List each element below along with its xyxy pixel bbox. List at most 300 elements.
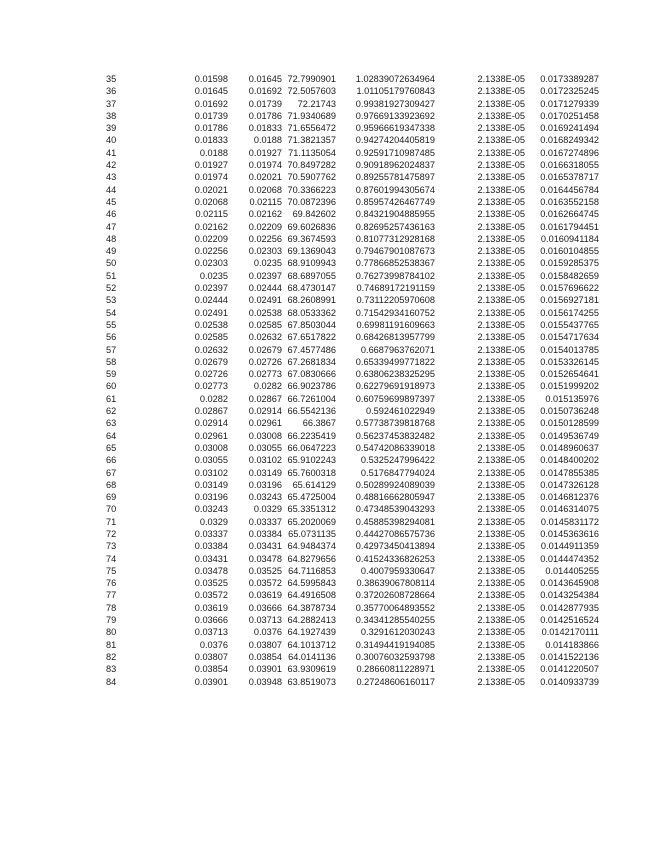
cell-value-a: 70.0872396	[287, 196, 336, 207]
cell-value-a: 69.6026836	[287, 221, 336, 232]
cell-x-end: 0.0329	[253, 504, 282, 515]
cell-x-end: 0.02162	[248, 209, 282, 220]
table-row	[106, 282, 599, 294]
cell-x-start: 0.01833	[194, 135, 228, 146]
cell-value-b: 0.90918962024837	[355, 160, 435, 171]
cell-value-d: 0.0154717634	[540, 332, 599, 343]
cell-value-d: 0.0171279339	[540, 98, 599, 109]
cell-value-b: 0.77866852538367	[355, 258, 435, 269]
cell-value-a: 71.3821357	[287, 135, 336, 146]
cell-value-a: 64.9484374	[287, 541, 336, 552]
cell-value-d: 0.0161794451	[540, 221, 599, 232]
cell-x-end: 0.0235	[253, 258, 282, 269]
cell-row-index: 73	[106, 541, 117, 552]
cell-value-c: 2.1338E-05	[477, 209, 525, 220]
cell-row-index: 58	[106, 356, 117, 367]
cell-value-d: 0.0172325245	[540, 86, 599, 97]
cell-value-b: 0.50289924089039	[355, 479, 435, 490]
cell-x-start: 0.03478	[194, 565, 228, 576]
table-row	[106, 110, 599, 122]
cell-row-index: 84	[106, 676, 117, 687]
cell-value-a: 71.9340689	[287, 110, 336, 121]
table-row	[106, 380, 599, 392]
cell-value-b: 0.56237453832482	[355, 430, 435, 441]
cell-x-start: 0.0188	[199, 147, 228, 158]
cell-row-index: 39	[106, 123, 117, 134]
cell-value-b: 0.60759699897397	[355, 393, 435, 404]
cell-value-d: 0.0143254384	[540, 590, 599, 601]
cell-row-index: 44	[106, 184, 117, 195]
cell-value-d: 0.0167274896	[540, 147, 599, 158]
cell-x-end: 0.02679	[248, 344, 282, 355]
cell-value-a: 69.3674593	[287, 233, 336, 244]
cell-value-c: 2.1338E-05	[477, 283, 525, 294]
table-row	[106, 257, 599, 269]
table-row	[106, 503, 599, 515]
table-row	[106, 73, 599, 85]
cell-value-d: 0.0173389287	[540, 74, 599, 84]
cell-value-b: 0.30076032593798	[355, 651, 435, 662]
cell-value-d: 0.0147855385	[540, 467, 599, 478]
cell-row-index: 82	[106, 651, 117, 662]
cell-value-d: 0.0159285375	[540, 258, 599, 269]
cell-value-a: 63.8519073	[287, 676, 336, 687]
cell-value-a: 64.1013712	[287, 639, 336, 650]
cell-value-b: 1.01105179760843	[356, 86, 435, 97]
cell-value-a: 64.5995843	[287, 578, 336, 589]
cell-value-a: 66.9023786	[287, 381, 336, 392]
cell-value-d: 0.0169241494	[540, 123, 599, 134]
cell-x-end: 0.02961	[248, 418, 282, 429]
cell-x-start: 0.03854	[194, 664, 228, 675]
cell-row-index: 46	[106, 209, 117, 220]
cell-x-start: 0.01598	[194, 74, 228, 84]
cell-x-start: 0.01645	[194, 86, 228, 97]
cell-value-a: 67.4577486	[287, 344, 336, 355]
cell-x-start: 0.03807	[194, 651, 228, 662]
table-row	[106, 393, 599, 405]
cell-row-index: 80	[106, 627, 117, 638]
cell-value-b: 0.54742086339018	[355, 442, 435, 453]
cell-value-d: 0.0156927181	[540, 295, 599, 306]
cell-value-d: 0.0158482659	[540, 270, 599, 281]
cell-value-b: 0.65339499771822	[355, 356, 435, 367]
cell-x-start: 0.03525	[194, 578, 228, 589]
cell-value-b: 0.3291612030243	[360, 627, 435, 638]
cell-value-c: 2.1338E-05	[477, 246, 525, 257]
cell-x-end: 0.03055	[248, 442, 282, 453]
cell-value-b: 0.81077312928168	[355, 233, 435, 244]
cell-value-d: 0.0142170111	[541, 627, 599, 638]
cell-x-end: 0.03337	[248, 516, 282, 527]
cell-value-a: 66.3867	[302, 418, 336, 429]
cell-value-c: 2.1338E-05	[477, 74, 525, 84]
cell-value-b: 0.48816662805947	[355, 492, 435, 503]
cell-value-b: 0.99381927309427	[355, 98, 435, 109]
table-row	[106, 184, 599, 196]
cell-value-c: 2.1338E-05	[477, 307, 525, 318]
cell-x-end: 0.01833	[248, 123, 282, 134]
cell-value-a: 68.9109943	[287, 258, 336, 269]
cell-value-d: 0.0141522136	[540, 651, 599, 662]
cell-value-c: 2.1338E-05	[477, 369, 525, 380]
cell-x-end: 0.03854	[248, 651, 282, 662]
cell-value-a: 72.21743	[297, 98, 336, 109]
cell-value-d: 0.0153326145	[540, 356, 599, 367]
cell-row-index: 75	[106, 565, 117, 576]
cell-value-b: 0.4007959330647	[360, 565, 435, 576]
table-row	[106, 491, 599, 503]
cell-value-c: 2.1338E-05	[477, 233, 525, 244]
cell-x-start: 0.03666	[194, 615, 228, 626]
table-row	[106, 319, 599, 331]
table-row	[106, 602, 599, 614]
cell-value-d: 0.0150736248	[540, 406, 599, 417]
table-row	[106, 122, 599, 134]
cell-value-d: 0.0145831172	[540, 516, 599, 527]
cell-value-c: 2.1338E-05	[477, 221, 525, 232]
cell-value-a: 70.3366223	[287, 184, 336, 195]
cell-row-index: 53	[106, 295, 117, 306]
cell-value-a: 66.7261004	[287, 393, 336, 404]
table-row	[106, 528, 599, 540]
table-row	[106, 405, 599, 417]
cell-x-end: 0.03102	[248, 455, 282, 466]
cell-row-index: 54	[106, 307, 117, 318]
cell-value-b: 0.63806238325295	[355, 369, 435, 380]
cell-value-c: 2.1338E-05	[477, 356, 525, 367]
cell-x-end: 0.02538	[248, 307, 282, 318]
cell-value-d: 0.0170251458	[540, 110, 599, 121]
cell-value-c: 2.1338E-05	[477, 196, 525, 207]
cell-value-b: 0.82695257436163	[355, 221, 435, 232]
table-row	[106, 368, 599, 380]
cell-value-d: 0.0144911359	[540, 541, 599, 552]
cell-value-d: 0.0157696622	[540, 283, 599, 294]
cell-value-d: 0.0155437765	[540, 319, 599, 330]
cell-value-a: 65.2020069	[287, 516, 336, 527]
cell-x-end: 0.03572	[248, 578, 282, 589]
cell-value-a: 64.3878734	[287, 602, 336, 613]
cell-x-start: 0.02679	[194, 356, 228, 367]
cell-row-index: 51	[106, 270, 117, 281]
cell-x-end: 0.02444	[248, 283, 282, 294]
cell-value-c: 2.1338E-05	[477, 590, 525, 601]
cell-value-d: 0.0148960637	[540, 442, 599, 453]
table-row	[106, 307, 599, 319]
cell-value-c: 2.1338E-05	[477, 270, 525, 281]
cell-x-start: 0.02961	[194, 430, 228, 441]
cell-value-d: 0.015135976	[545, 393, 599, 404]
table-row	[106, 577, 599, 589]
cell-x-start: 0.03713	[194, 627, 228, 638]
cell-x-end: 0.02585	[248, 319, 282, 330]
cell-value-d: 0.0152654641	[540, 369, 599, 380]
cell-x-start: 0.0376	[199, 639, 228, 650]
cell-value-d: 0.0148400202	[540, 455, 599, 466]
cell-value-b: 0.35770064893552	[355, 602, 435, 613]
cell-value-a: 65.7600318	[287, 467, 336, 478]
cell-value-c: 2.1338E-05	[477, 110, 525, 121]
table-row	[106, 147, 599, 159]
table-row	[106, 208, 599, 220]
cell-x-end: 0.02773	[248, 369, 282, 380]
cell-value-a: 71.1135054	[288, 147, 336, 158]
cell-row-index: 57	[106, 344, 117, 355]
cell-value-a: 66.0647223	[287, 442, 336, 453]
cell-value-d: 0.0143645908	[540, 578, 599, 589]
cell-value-b: 0.94274204405819	[355, 135, 435, 146]
cell-x-start: 0.03431	[194, 553, 228, 564]
cell-x-end: 0.03525	[248, 565, 282, 576]
cell-value-c: 2.1338E-05	[477, 393, 525, 404]
cell-row-index: 81	[106, 639, 117, 650]
table-row	[106, 294, 599, 306]
cell-value-b: 0.28660811228971	[356, 664, 435, 675]
cell-value-b: 0.31494419194085	[355, 639, 435, 650]
data-table	[106, 73, 599, 688]
cell-value-a: 68.2608991	[287, 295, 336, 306]
cell-value-b: 0.592461022949	[366, 406, 435, 417]
cell-x-end: 0.02397	[248, 270, 282, 281]
cell-x-start: 0.02585	[194, 332, 228, 343]
cell-x-end: 0.02914	[248, 406, 282, 417]
cell-row-index: 62	[106, 406, 117, 417]
cell-value-d: 0.0168249342	[540, 135, 599, 146]
table-row	[106, 430, 599, 442]
cell-value-a: 68.4730147	[287, 283, 336, 294]
cell-value-d: 0.014405255	[545, 565, 599, 576]
cell-value-d: 0.0165378717	[540, 172, 599, 183]
cell-value-b: 0.37202608728664	[355, 590, 435, 601]
cell-x-end: 0.02209	[248, 221, 282, 232]
cell-value-d: 0.0142516524	[540, 615, 599, 626]
cell-x-start: 0.02773	[194, 381, 228, 392]
cell-x-start: 0.02256	[194, 246, 228, 257]
cell-row-index: 63	[106, 418, 117, 429]
cell-x-start: 0.02867	[194, 406, 228, 417]
cell-value-c: 2.1338E-05	[477, 541, 525, 552]
cell-x-end: 0.01739	[248, 98, 282, 109]
cell-row-index: 72	[106, 528, 117, 539]
cell-x-end: 0.01974	[248, 160, 282, 171]
cell-row-index: 77	[106, 590, 117, 601]
table-row	[106, 565, 599, 577]
cell-x-start: 0.02444	[194, 295, 228, 306]
table-row	[106, 663, 599, 675]
cell-x-end: 0.02867	[248, 393, 282, 404]
cell-value-a: 66.5542136	[287, 406, 336, 417]
cell-x-end: 0.03619	[248, 590, 282, 601]
cell-x-start: 0.03384	[194, 541, 228, 552]
cell-x-end: 0.03431	[248, 541, 282, 552]
cell-value-b: 0.74689172191159	[356, 283, 435, 294]
cell-value-a: 72.5057603	[287, 86, 336, 97]
table-row	[106, 356, 599, 368]
cell-row-index: 64	[106, 430, 117, 441]
cell-value-c: 2.1338E-05	[477, 172, 525, 183]
cell-x-end: 0.03948	[248, 676, 282, 687]
cell-value-c: 2.1338E-05	[477, 381, 525, 392]
cell-value-d: 0.0151999202	[540, 381, 599, 392]
cell-value-a: 68.0533362	[287, 307, 336, 318]
cell-x-start: 0.03055	[194, 455, 228, 466]
cell-x-end: 0.01786	[248, 110, 282, 121]
cell-value-b: 0.62279691918973	[355, 381, 435, 392]
table-row	[106, 614, 599, 626]
cell-row-index: 68	[106, 479, 117, 490]
cell-value-d: 0.0146812376	[540, 492, 599, 503]
cell-value-b: 0.27248606160117	[356, 676, 435, 687]
table-row	[106, 417, 599, 429]
cell-x-start: 0.01927	[194, 160, 228, 171]
cell-x-start: 0.02068	[194, 196, 228, 207]
cell-value-b: 0.41524336826253	[355, 553, 435, 564]
cell-value-d: 0.0147326128	[540, 479, 599, 490]
cell-value-c: 2.1338E-05	[477, 627, 525, 638]
cell-row-index: 74	[106, 553, 117, 564]
cell-x-start: 0.01739	[194, 110, 228, 121]
table-row	[106, 639, 599, 651]
cell-value-a: 72.7990901	[287, 74, 336, 84]
cell-x-start: 0.02209	[194, 233, 228, 244]
cell-value-c: 2.1338E-05	[477, 295, 525, 306]
cell-x-end: 0.03807	[248, 639, 282, 650]
cell-value-c: 2.1338E-05	[477, 565, 525, 576]
cell-value-c: 2.1338E-05	[477, 578, 525, 589]
table-row	[106, 221, 599, 233]
cell-value-c: 2.1338E-05	[477, 86, 525, 97]
table-row	[106, 171, 599, 183]
cell-value-a: 67.0830666	[287, 369, 336, 380]
cell-x-end: 0.02115	[249, 196, 282, 207]
cell-value-c: 2.1338E-05	[477, 676, 525, 687]
cell-x-end: 0.02256	[248, 233, 282, 244]
cell-value-d: 0.0160104855	[540, 246, 599, 257]
cell-x-start: 0.0235	[199, 270, 228, 281]
cell-x-start: 0.02303	[194, 258, 228, 269]
cell-value-c: 2.1338E-05	[477, 344, 525, 355]
cell-x-start: 0.03572	[194, 590, 228, 601]
cell-value-d: 0.0142877935	[540, 602, 599, 613]
cell-value-a: 70.5907762	[287, 172, 336, 183]
cell-value-b: 0.42973450413894	[355, 541, 435, 552]
cell-row-index: 35	[106, 74, 117, 84]
cell-value-c: 2.1338E-05	[477, 553, 525, 564]
cell-value-d: 0.0162664745	[540, 209, 599, 220]
cell-value-b: 0.34341285540255	[355, 615, 435, 626]
cell-row-index: 48	[106, 233, 117, 244]
cell-row-index: 49	[106, 246, 117, 257]
cell-value-a: 64.2882413	[287, 615, 336, 626]
cell-x-start: 0.02914	[194, 418, 228, 429]
table-row	[106, 442, 599, 454]
cell-value-a: 66.2235419	[287, 430, 336, 441]
cell-x-end: 0.0376	[253, 627, 282, 638]
cell-value-b: 0.97669133923692	[355, 110, 435, 121]
cell-value-a: 70.8497282	[287, 160, 336, 171]
cell-x-end: 0.0282	[253, 381, 282, 392]
cell-x-start: 0.0282	[199, 393, 228, 404]
cell-x-end: 0.03713	[248, 615, 282, 626]
cell-value-a: 64.1927439	[287, 627, 336, 638]
cell-value-c: 2.1338E-05	[477, 332, 525, 343]
cell-value-b: 0.68426813957799	[355, 332, 435, 343]
cell-row-index: 56	[106, 332, 117, 343]
cell-value-d: 0.0154013785	[540, 344, 599, 355]
cell-value-b: 0.5325247996422	[360, 455, 435, 466]
cell-value-b: 0.6687963762071	[360, 344, 435, 355]
cell-value-b: 0.95966619347338	[355, 123, 435, 134]
cell-value-c: 2.1338E-05	[477, 147, 525, 158]
cell-x-end: 0.02491	[248, 295, 282, 306]
cell-x-start: 0.03619	[194, 602, 228, 613]
cell-x-end: 0.02303	[248, 246, 282, 257]
table-row	[106, 245, 599, 257]
table-row	[106, 516, 599, 528]
cell-value-d: 0.014183866	[545, 639, 599, 650]
cell-value-a: 67.8503044	[287, 319, 336, 330]
cell-x-start: 0.02726	[194, 369, 228, 380]
cell-value-d: 0.0149536749	[540, 430, 599, 441]
cell-x-end: 0.03478	[248, 553, 282, 564]
cell-value-b: 0.47348539043293	[355, 504, 435, 515]
cell-row-index: 60	[106, 381, 117, 392]
cell-x-end: 0.01645	[248, 74, 282, 84]
table-row	[106, 454, 599, 466]
cell-row-index: 55	[106, 319, 117, 330]
cell-row-index: 52	[106, 283, 117, 294]
cell-value-c: 2.1338E-05	[477, 479, 525, 490]
table-row	[106, 159, 599, 171]
cell-value-c: 2.1338E-05	[477, 651, 525, 662]
cell-x-start: 0.02397	[194, 283, 228, 294]
cell-value-c: 2.1338E-05	[477, 455, 525, 466]
cell-value-c: 2.1338E-05	[477, 615, 525, 626]
cell-row-index: 45	[106, 196, 117, 207]
table-row	[106, 479, 599, 491]
cell-value-d: 0.0150128599	[540, 418, 599, 429]
cell-row-index: 66	[106, 455, 117, 466]
cell-x-end: 0.02632	[248, 332, 282, 343]
cell-value-c: 2.1338E-05	[477, 492, 525, 503]
cell-x-start: 0.02162	[194, 221, 228, 232]
table-row	[106, 467, 599, 479]
cell-value-b: 0.57738739818768	[355, 418, 435, 429]
cell-row-index: 43	[106, 172, 117, 183]
cell-row-index: 38	[106, 110, 117, 121]
cell-value-a: 65.3351312	[287, 504, 336, 515]
cell-value-c: 2.1338E-05	[477, 602, 525, 613]
cell-x-end: 0.02021	[248, 172, 282, 183]
cell-value-c: 2.1338E-05	[477, 430, 525, 441]
cell-x-end: 0.03243	[248, 492, 282, 503]
cell-value-c: 2.1338E-05	[477, 160, 525, 171]
cell-x-end: 0.01927	[248, 147, 282, 158]
table-row	[106, 589, 599, 601]
cell-x-end: 0.0188	[253, 135, 282, 146]
table-row	[106, 540, 599, 552]
cell-value-c: 2.1338E-05	[477, 504, 525, 515]
cell-value-a: 65.614129	[292, 479, 336, 490]
cell-value-b: 0.76273998784102	[355, 270, 435, 281]
cell-x-start: 0.03243	[194, 504, 228, 515]
cell-value-d: 0.0166318055	[540, 160, 599, 171]
cell-row-index: 41	[106, 147, 117, 158]
table-row	[106, 553, 599, 565]
cell-row-index: 65	[106, 442, 117, 453]
cell-x-end: 0.02726	[248, 356, 282, 367]
